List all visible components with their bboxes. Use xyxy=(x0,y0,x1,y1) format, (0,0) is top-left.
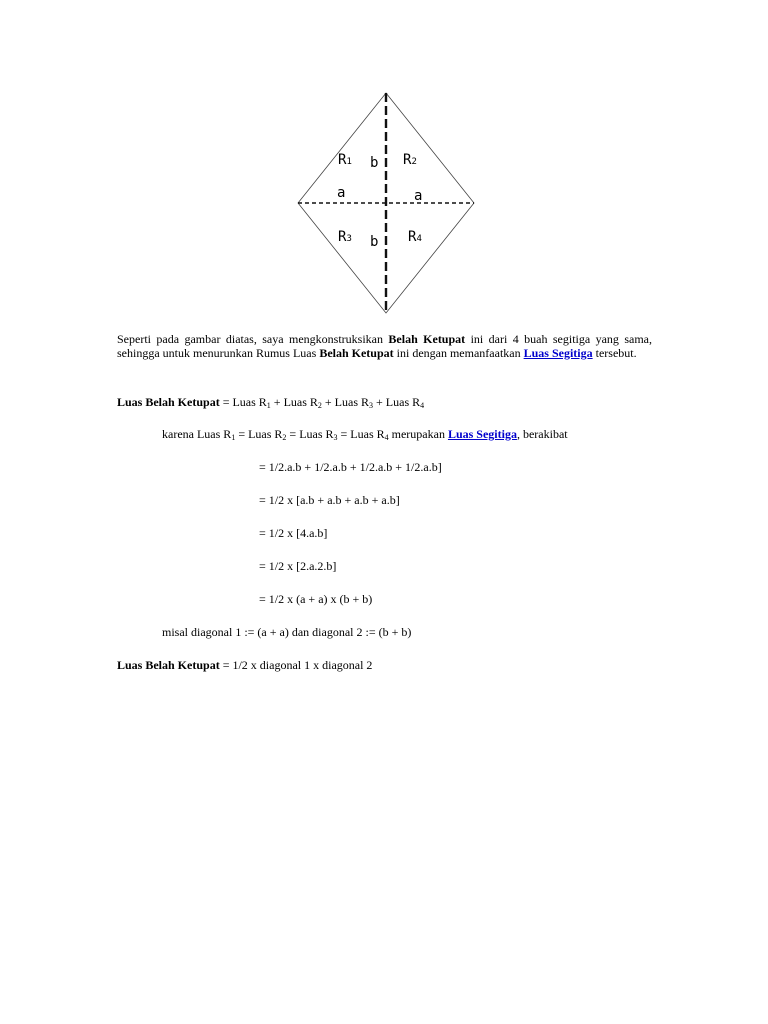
step-line: = 1/2.a.b + 1/2.a.b + 1/2.a.b + 1/2.a.b] xyxy=(259,460,442,474)
step-line: = 1/2 x [2.a.2.b] xyxy=(259,559,337,573)
label-r4: R4 xyxy=(408,229,422,245)
because-text: = Luas R xyxy=(337,427,385,441)
label-r2: R2 xyxy=(403,152,417,168)
rhombus-diagram xyxy=(290,88,490,318)
luas-segitiga-link[interactable]: Luas Segitiga xyxy=(523,346,593,360)
misal-line: misal diagonal 1 := (a + a) dan diagonal 2 := (b + b) xyxy=(162,625,412,639)
final-formula xyxy=(117,658,372,672)
subscript: 3 xyxy=(369,401,374,410)
label-b-bottom: b xyxy=(370,234,379,250)
because-text: , berakibat xyxy=(516,427,568,441)
because-text: merupakan xyxy=(388,427,448,441)
intro-text-3: ini dengan memanfaatkan xyxy=(393,346,524,360)
subscript: 2 xyxy=(317,401,322,410)
label-b-top: b xyxy=(370,155,379,171)
step-line: = 1/2 x [a.b + a.b + a.b + a.b] xyxy=(259,493,400,507)
label-r1: R1 xyxy=(338,152,352,168)
formula-luas-belah-ketupat xyxy=(117,395,424,409)
final-text: = 1/2 x diagonal 1 x diagonal 2 xyxy=(219,658,373,672)
intro-bold-2: Belah Ketupat xyxy=(319,346,394,360)
because-line xyxy=(162,427,568,441)
formula-part: + Luas R xyxy=(270,395,318,409)
formula-part: = Luas R xyxy=(219,395,267,409)
because-text: = Luas R xyxy=(235,427,283,441)
intro-text-4: tersebut. xyxy=(592,346,637,360)
intro-text-1: Seperti pada gambar diatas, saya mengkonstruksikan xyxy=(117,332,389,346)
formula-part: + Luas R xyxy=(373,395,421,409)
subscript: 3 xyxy=(333,433,338,442)
because-text: = Luas R xyxy=(286,427,334,441)
formula-title: Luas Belah Ketupat xyxy=(117,395,220,409)
subscript: 1 xyxy=(231,433,236,442)
step-line: = 1/2 x [4.a.b] xyxy=(259,526,328,540)
step-line: = 1/2 x (a + a) x (b + b) xyxy=(259,592,373,606)
subscript: 1 xyxy=(266,401,271,410)
label-a-right: a xyxy=(414,188,423,204)
subscript: 2 xyxy=(282,433,287,442)
luas-segitiga-link-2[interactable]: Luas Segitiga xyxy=(447,427,517,441)
final-title: Luas Belah Ketupat xyxy=(117,658,220,672)
formula-part: + Luas R xyxy=(321,395,370,409)
intro-bold-1: Belah Ketupat xyxy=(388,332,466,346)
intro-paragraph xyxy=(117,332,652,360)
because-text: karena Luas R xyxy=(162,427,232,441)
label-r3: R3 xyxy=(338,229,352,245)
intro-text-2: ini dari 4 buah segitiga yang sama, sehingga untuk menurunkan Rumus Luas xyxy=(117,332,652,360)
subscript: 4 xyxy=(420,401,425,410)
label-a-left: a xyxy=(337,185,346,201)
subscript: 4 xyxy=(384,433,389,442)
